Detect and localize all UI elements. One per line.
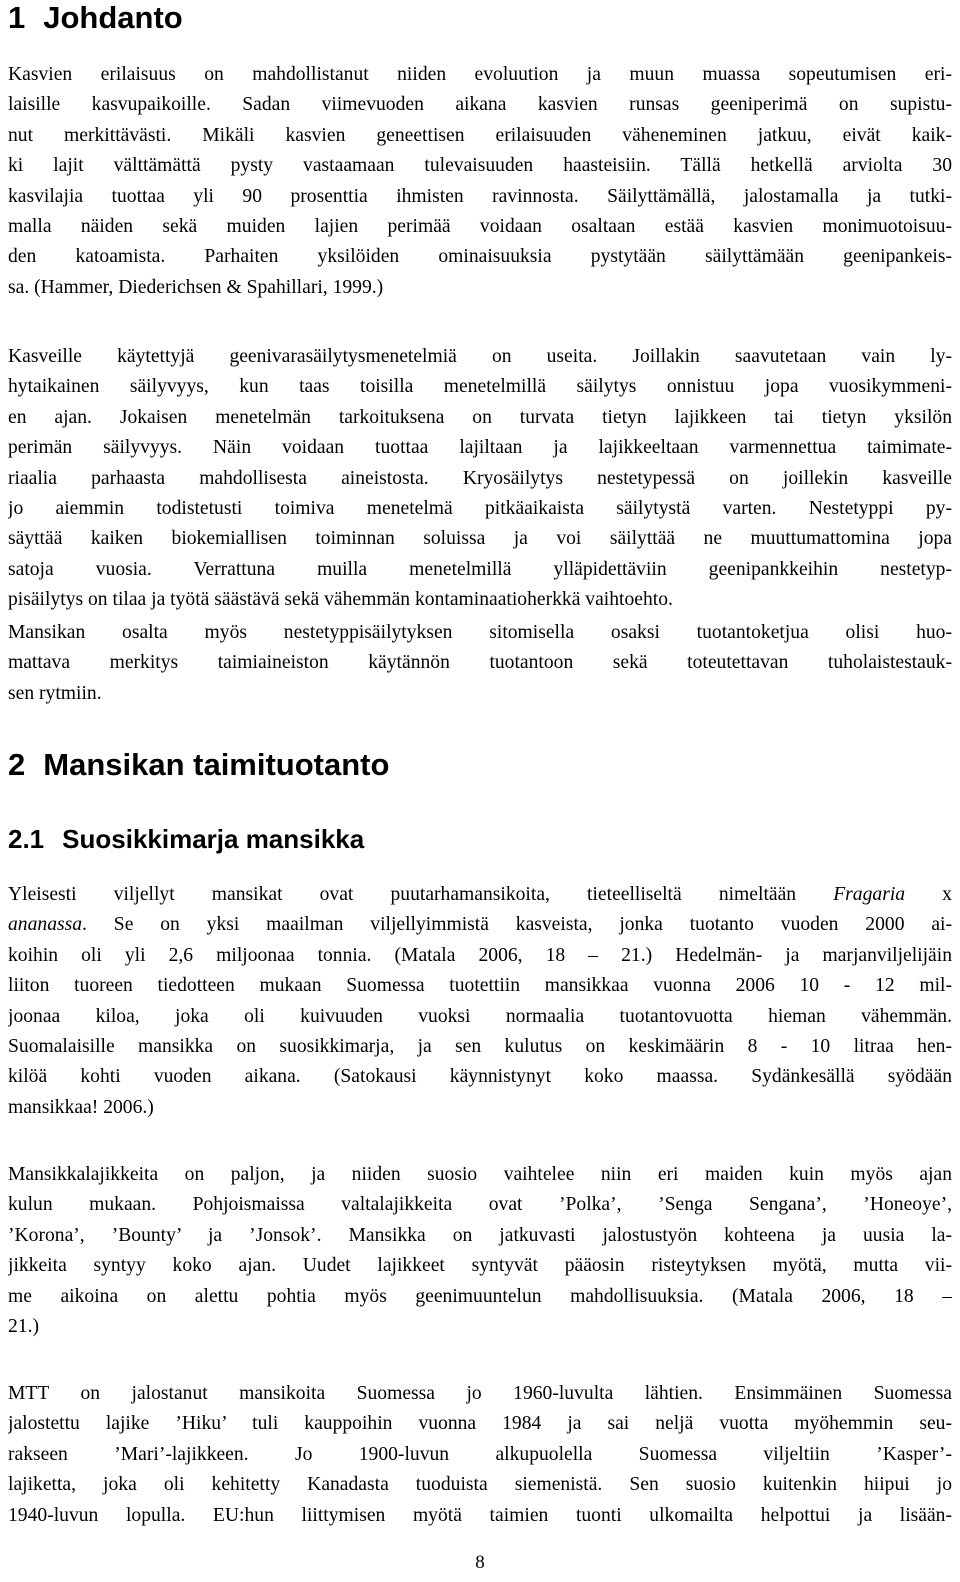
text-line: jo aiemmin todistetusti toimiva menetelmä pitkäaikaista säilytystä varten. Nestetyppi py- [8,498,952,520]
text-line: liiton tuoreen tiedotteen mukaan Suomessa tuotettiin mansikkaa vuonna 2006 10 - 12 mil- [8,975,952,997]
text-line: lajiketta, joka oli kehitetty Kanadasta tuoduista siemenistä. Sen suosio kuitenkin hiipui jo [8,1474,952,1496]
text-line: mattava merkitys taimiaineiston käytännön tuotantoon sekä toteutettavan tuholaistestauk- [8,652,952,674]
text-line: kilöä kohti vuoden aikana. (Satokausi käynnistynyt koko maassa. Sydänkesällä syödään [8,1066,952,1088]
text-line: Mansikan osalta myös nestetyppisäilytyksen sitomisella osaksi tuotantoketjua olisi huo- [8,622,952,643]
text-line: 1940-luvun lopulla. EU:hun liittymisen myötä taimien tuonti ulkomailta helpottui ja lisään- [8,1504,952,1526]
section-number: 2 [8,747,26,782]
text-line: koihin oli yli 2,6 miljoonaa tonnia. (Matala 2006, 18 – 21.) Hedelmän- ja marjanviljelijäin [8,944,952,966]
text-line: satoja vuosia. Verrattuna muilla menetelmillä ylläpidettäviin geenipankkeihin nestetyp- [8,558,952,580]
text-line: Suomalaisille mansikka on suosikkimarja, ja sen kulutus on keskimäärin 8 - 10 litraa hen- [8,1036,952,1058]
text-line: sen rytmiin. [8,682,102,704]
section-number: 1 [8,0,26,35]
text-line: perimän säilyvyys. Näin voidaan tuottaa lajiltaan ja lajikkeeltaan varmennettua taimimate- [8,437,952,459]
page-number: 8 [475,1552,485,1573]
section-title: Suosikkimarja mansikka [62,824,365,854]
section-2-1-heading [8,824,364,855]
text-line: nut merkittävästi. Mikäli kasvien geneettisen erilaisuuden väheneminen jatkuu, eivät kaik- [8,124,952,146]
text-line: jikkeita syntyy koko ajan. Uudet lajikkeet syntyvät pääosin risteytyksen myötä, mutta vii- [8,1255,952,1277]
section-title: Johdanto [43,0,183,35]
text-line: ’Korona’, ’Bounty’ ja ’Jonsok’. Mansikka on jatkuvasti jalostustyön kohteena ja uusia la- [8,1224,952,1246]
section-1-heading [8,0,183,36]
text-line: hytaikainen säilyvyys, kun taas toisilla menetelmillä säilytys onnistuu jopa vuosikymmeni- [8,376,952,398]
text-line: mansikkaa! 2006.) [8,1096,154,1118]
text-line: riaalia parhaasta mahdollisesta aineistosta. Kryosäilytys nestetypessä on joillekin kasveille [8,467,952,489]
section-2-heading [8,747,389,783]
text-line: Mansikkalajikkeita on paljon, ja niiden suosio vaihtelee niin eri maiden kuin myös ajan [8,1164,952,1185]
text-line: joonaa kiloa, joka oli kuivuuden vuoksi normaalia tuotantovuotta hieman vähemmän. [8,1005,952,1027]
text-line: Yleisesti viljellyt mansikat ovat puutarhamansikoita, tieteelliseltä nimeltään Fragaria x [8,884,952,905]
text-line: en ajan. Jokaisen menetelmän tarkoituksena on turvata tietyn lajikkeen tai tietyn yksilön [8,406,952,428]
text-line: malla näiden sekä muiden lajien perimää voidaan osaltaan estää kasvien monimuotoisuu- [8,216,952,238]
text-line: den katoamista. Parhaiten yksilöiden ominaisuuksia pystytään säilyttämään geenipankeis- [8,246,952,268]
text-line: ananassa. Se on yksi maailman viljellyimmistä kasveista, jonka tuotanto vuoden 2000 ai- [8,914,952,936]
paragraph [8,880,952,1123]
text-line: Kasveille käytettyjä geenivarasäilytysmenetelmiä on useita. Joillakin saavutetaan vain ly- [8,346,952,367]
paragraph [8,1160,952,1342]
text-line: pisäilytys on tilaa ja työtä säästävä sekä vähemmän kontaminaatioherkkä vaihtoehto. [8,589,673,611]
text-line: ki lajit välttämättä pysty vastaamaan tulevaisuuden haasteisiin. Tällä hetkellä arviolta 30 [8,155,952,177]
text-line: Kasvien erilaisuus on mahdollistanut niiden evoluution ja muun muassa sopeutumisen eri- [8,64,952,85]
text-line: jalostettu lajike ’Hiku’ tuli kauppoihin vuonna 1984 ja sai neljä vuotta myöhemmin seu- [8,1413,952,1435]
text-line: 21.) [8,1316,40,1338]
text-line: rakseen ’Mari’-lajikkeen. Jo 1900-luvun alkupuolella Suomessa viljeltiin ’Kasper’- [8,1443,952,1465]
section-title: Mansikan taimituotanto [43,747,390,782]
paragraph [8,618,952,709]
text-line: kasvilajia tuottaa yli 90 prosenttia ihmisten ravinnosta. Säilyttämällä, jalostamalla ja tutki- [8,185,952,207]
text-line: sa. (Hammer, Diederichsen & Spahillari, 1999.) [8,276,384,298]
text-line: säyttää kaiken biokemiallisen toiminnan soluissa ja voi säilyttää ne muuttumattomina jopa [8,528,952,550]
paragraph [8,60,952,303]
paragraph [8,1379,952,1531]
text-line: MTT on jalostanut mansikoita Suomessa jo 1960-luvulta lähtien. Ensimmäinen Suomessa [8,1383,952,1404]
text-line: kulun mukaan. Pohjoismaissa valtalajikkeita ovat ’Polka’, ’Senga Sengana’, ’Honeoye’, [8,1194,952,1216]
text-line: laisille kasvupaikoille. Sadan viimevuoden aikana kasvien runsas geeniperimä on supistu- [8,94,952,116]
section-number: 2.1 [8,824,45,854]
text-line: me aikoina on alettu pohtia myös geenimuuntelun mahdollisuuksia. (Matala 2006, 18 – [8,1285,952,1307]
paragraph [8,342,952,616]
